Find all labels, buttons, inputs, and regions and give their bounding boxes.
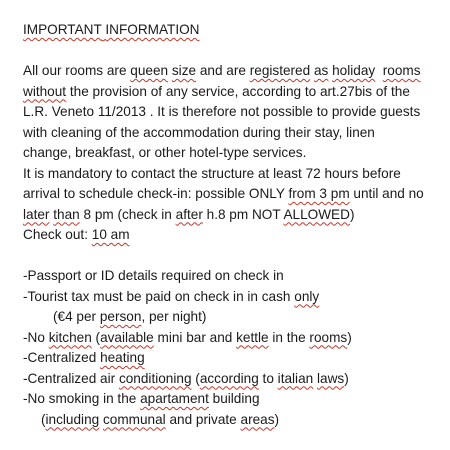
text-segment: rooms <box>309 329 348 345</box>
text-segment: , per night) <box>141 309 207 324</box>
text-segment: italian <box>277 370 314 386</box>
rule-heating <box>23 348 443 369</box>
text-segment: as <box>313 63 329 78</box>
text-segment: and are <box>196 63 250 78</box>
heading-word-important: IMPORTANT <box>23 22 102 37</box>
paragraph-line-1 <box>23 61 443 82</box>
information-document <box>23 20 443 430</box>
text-segment: change, breakfast, or other hotel-type services. <box>23 145 307 160</box>
paragraph-line-4 <box>23 123 443 144</box>
text-segment: ALLOWED <box>283 206 350 222</box>
text-segment: areas <box>240 411 275 427</box>
text-segment: the provision of any service, according to art.27bis of the <box>66 83 410 99</box>
text-segment: -No smoking in the <box>23 391 141 406</box>
text-segment: to <box>258 370 278 386</box>
text-segment: ( <box>191 370 200 386</box>
text-segment: until and no <box>349 186 424 201</box>
text-segment: -No <box>23 329 49 345</box>
text-segment: -Centralized <box>23 350 101 365</box>
text-segment: conditioning <box>118 370 192 386</box>
text-segment: mini bar and <box>153 329 237 345</box>
heading-word-information: INFORMATION <box>105 22 200 37</box>
text-segment: ) <box>349 206 355 222</box>
rule-air-conditioning <box>23 369 443 390</box>
paragraph-line-8 <box>23 205 443 226</box>
text-segment: Check out: <box>23 227 92 242</box>
paragraph-line-2 <box>23 82 443 103</box>
text-segment: arrival to schedule check-in: possible ONLY <box>23 186 289 201</box>
text-segment: than <box>53 206 80 222</box>
text-segment <box>375 63 383 78</box>
text-segment: kettle <box>236 329 269 345</box>
text-segment: in the <box>268 329 310 345</box>
text-segment: ) <box>344 370 349 386</box>
paragraph-line-5 <box>23 143 443 164</box>
text-segment: later <box>23 206 50 222</box>
text-segment: laws <box>316 370 345 386</box>
text-segment: only <box>294 288 320 304</box>
text-segment: person <box>99 309 142 324</box>
text-segment: holiday <box>332 63 376 78</box>
text-segment: with cleaning of the accommodation during their stay, linen <box>23 124 375 140</box>
text-segment: ) <box>347 329 352 345</box>
text-segment: (€4 per <box>53 309 100 324</box>
rule-passport <box>23 266 443 287</box>
text-segment: from 3 pm <box>288 186 350 201</box>
text-segment: apartament <box>140 391 209 406</box>
spacer <box>23 246 443 267</box>
text-segment: L.R. Veneto 11/2013 . It is therefore not possible to provide guests <box>23 104 421 119</box>
text-segment: available <box>100 329 154 345</box>
rule-no-smoking <box>23 389 443 410</box>
text-segment: including <box>45 411 100 427</box>
rule-tourist-tax-detail <box>23 307 443 328</box>
document-heading <box>23 20 443 41</box>
text-segment: ( <box>91 329 101 345</box>
paragraph-line-3 <box>23 102 443 123</box>
paragraph-line-7 <box>23 184 443 205</box>
text-segment: queen <box>130 63 169 78</box>
paragraph-line-6 <box>23 164 443 185</box>
text-segment: kitchen <box>48 329 92 345</box>
text-segment: rooms <box>382 63 421 78</box>
rule-no-kitchen <box>23 328 443 349</box>
text-segment: building <box>208 391 260 406</box>
text-segment: communal <box>102 411 166 427</box>
rule-tourist-tax <box>23 287 443 308</box>
text-segment: and private <box>165 411 241 427</box>
text-segment: ( <box>41 411 46 427</box>
paragraph-line-9 <box>23 225 443 246</box>
text-segment: size <box>171 63 197 78</box>
text-segment: ) <box>274 411 280 427</box>
text-segment: It is mandatory to contact the structure at least 72 hours before <box>23 165 401 181</box>
text-segment: heating <box>100 350 145 365</box>
spacer <box>23 41 443 62</box>
text-segment: 10 am <box>91 227 130 242</box>
text-segment: All our rooms are <box>23 63 131 78</box>
text-segment: h.8 pm NOT <box>202 206 284 222</box>
text-segment: registered <box>249 63 311 78</box>
text-segment: -Tourist tax must be paid on check in in cash <box>23 288 295 304</box>
text-segment: after <box>175 206 203 222</box>
text-segment: without <box>23 83 67 99</box>
text-segment: -Centralized air <box>23 370 119 386</box>
text-segment: 8 pm (check in <box>79 206 176 222</box>
text-segment: according <box>199 370 259 386</box>
rule-no-smoking-detail <box>23 410 443 431</box>
text-segment: -Passport or ID details required on check in <box>23 268 284 283</box>
